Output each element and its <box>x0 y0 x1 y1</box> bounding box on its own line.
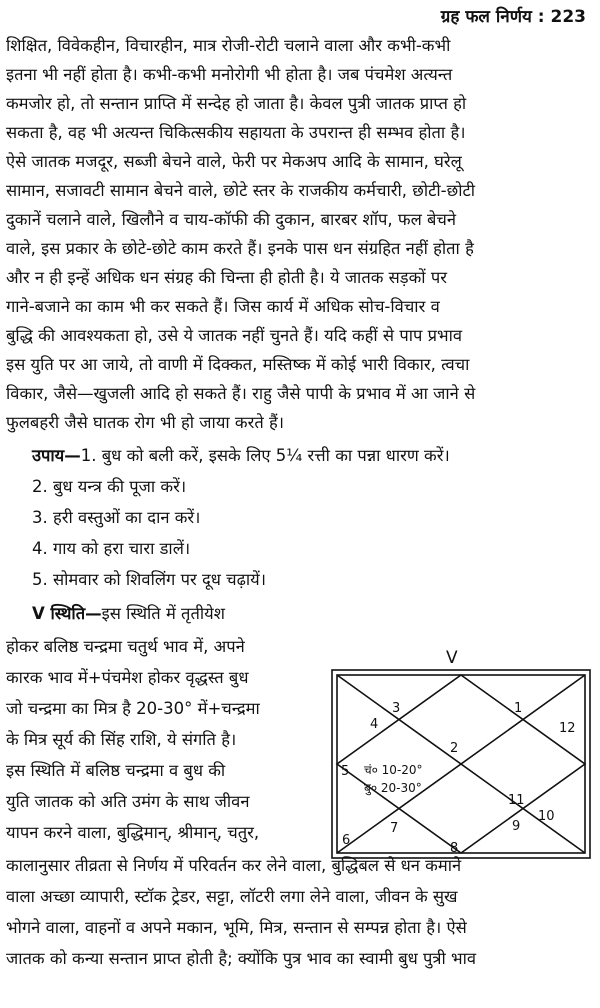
horoscope-chart <box>330 668 592 860</box>
text-line: कारक भाव में+पंचमेश होकर वृद्धस्त बुध <box>6 668 249 687</box>
text-line: जातक को कन्या सन्तान प्राप्त होती है; क्योंकि पुत्र भाव का स्वामी बुध पुत्री भाव <box>6 949 477 968</box>
remedy-item-2: 2. बुध यन्त्र की पूजा करें। <box>32 477 187 496</box>
house-number: 6 <box>342 833 351 848</box>
text-line: के मित्र सूर्य की सिंह राशि, ये संगति है। <box>6 730 237 749</box>
text-line: वाले, इस प्रकार के छोटे-छोटे काम करते हैं। इनके पास धन संग्रहित नहीं होता है <box>6 239 474 258</box>
text-line: भोगने वाला, वाहनों व अपने मकान, भूमि, मित्र, सन्तान से सम्पन्न होता है। ऐसे <box>6 918 467 937</box>
text-line: दुकानें चलाने वाले, खिलौने व चाय-कॉफी की दुकान, बारबर शॉप, फल बेचने <box>6 210 457 229</box>
text-line: इतना भी नहीं होता है। कभी-कभी मनोरोगी भी होता है। जब पंचमेश अत्यन्त <box>6 65 453 84</box>
house-number: 1 <box>514 701 523 716</box>
text-line: गाने-बजाने का काम भी कर सकते हैं। जिस कार्य में अधिक सोच-विचार व <box>6 297 440 316</box>
house-number: 7 <box>390 821 399 836</box>
text-line: विकार, जैसे—खुजली आदि हो सकते हैं। राहु जैसे पापी के प्रभाव में आ जाने से <box>6 384 476 403</box>
text-line: फुलबहरी जैसे घातक रोग भी हो जाया करते हैं। <box>6 413 284 432</box>
text-line: कमजोर हो, तो सन्तान प्राप्ति में सन्देह हो जाता है। केवल पुत्री जातक प्राप्त हो <box>6 94 467 113</box>
text-line: सामान, सजावटी सामान बेचने वाले, छोटे स्तर के राजकीय कर्मचारी, छोटी-छोटी <box>6 181 476 200</box>
section-5-label: V स्थिति— <box>32 604 102 623</box>
planet-mercury: बु० 20-30° <box>364 781 422 795</box>
text-line: शिक्षित, विवेकहीन, विचारहीन, मात्र रोजी-रोटी चलाने वाला और कभी-कभी <box>6 36 451 55</box>
remedy-item-5: 5. सोमवार को शिवलिंग पर दूध चढ़ायें। <box>32 570 266 589</box>
house-number: 12 <box>559 721 576 736</box>
text-line: यापन करने वाला, बुद्धिमान्, श्रीमान्, चतुर, <box>6 823 260 842</box>
text-line: वाला अच्छा व्यापारी, स्टॉक ट्रेडर, सट्टा, लॉटरी लगा लेने वाला, जीवन के सुख <box>6 887 458 906</box>
chart-title: V <box>446 648 458 668</box>
section-5-heading: V स्थिति—इस स्थिति में तृतीयेश <box>32 604 225 623</box>
text-line: इस स्थिति में बलिष्ठ चन्द्रमा व बुध की <box>6 761 226 780</box>
planet-moon: चं० 10-20° <box>364 763 423 777</box>
remedy-item-3: 3. हरी वस्तुओं का दान करें। <box>32 508 201 527</box>
text-line: और न ही इन्हें अधिक धन संग्रह की चिन्ता ही होती है। ये जातक सड़कों पर <box>6 268 447 287</box>
house-number: 10 <box>538 809 555 824</box>
text-line: युति जातक को अति उमंग के साथ जीवन <box>6 792 250 811</box>
house-number: 11 <box>508 793 525 808</box>
house-number: 3 <box>392 701 401 716</box>
house-number: 4 <box>370 717 379 732</box>
house-number: 9 <box>512 819 521 834</box>
text-line: बुद्धि की आवश्यकता हो, उसे ये जातक नहीं चुनते हैं। यदि कहीं से पाप प्रभाव <box>6 326 463 345</box>
house-number: 2 <box>450 741 459 756</box>
remedy-item-4: 4. गाय को हरा चारा डालें। <box>32 539 191 558</box>
page-header: ग्रह फल निर्णय : 223 <box>440 7 586 27</box>
text-line: इस युति पर आ जाये, तो वाणी में दिक्कत, मस्तिष्क में कोई भारी विकार, त्वचा <box>6 355 470 374</box>
house-number: 5 <box>341 764 350 779</box>
text-line: होकर बलिष्ठ चन्द्रमा चतुर्थ भाव में, अपने <box>6 637 245 656</box>
house-number: 8 <box>450 841 459 856</box>
text-line: सकता है, वह भी अत्यन्त चिकित्सकीय सहायता के उपरान्त ही सम्भव होता है। <box>6 123 466 142</box>
text-line: जो चन्द्रमा का मित्र है 20-30° में+चन्द्रमा <box>6 699 260 718</box>
remedies-label: उपाय— <box>32 446 81 465</box>
remedy-item-1: उपाय—1. बुध को बली करें, इसके लिए 5¼ रत्ती का पन्ना धारण करें। <box>32 446 450 465</box>
text-line: ऐसे जातक मजदूर, सब्जी बेचने वाले, फेरी पर मेकअप आदि के सामान, घरेलू <box>6 152 462 171</box>
text-line: कालानुसार तीव्रता से निर्णय में परिवर्तन कर लेने वाला, बुद्धिबल से धन कमाने <box>6 856 462 875</box>
